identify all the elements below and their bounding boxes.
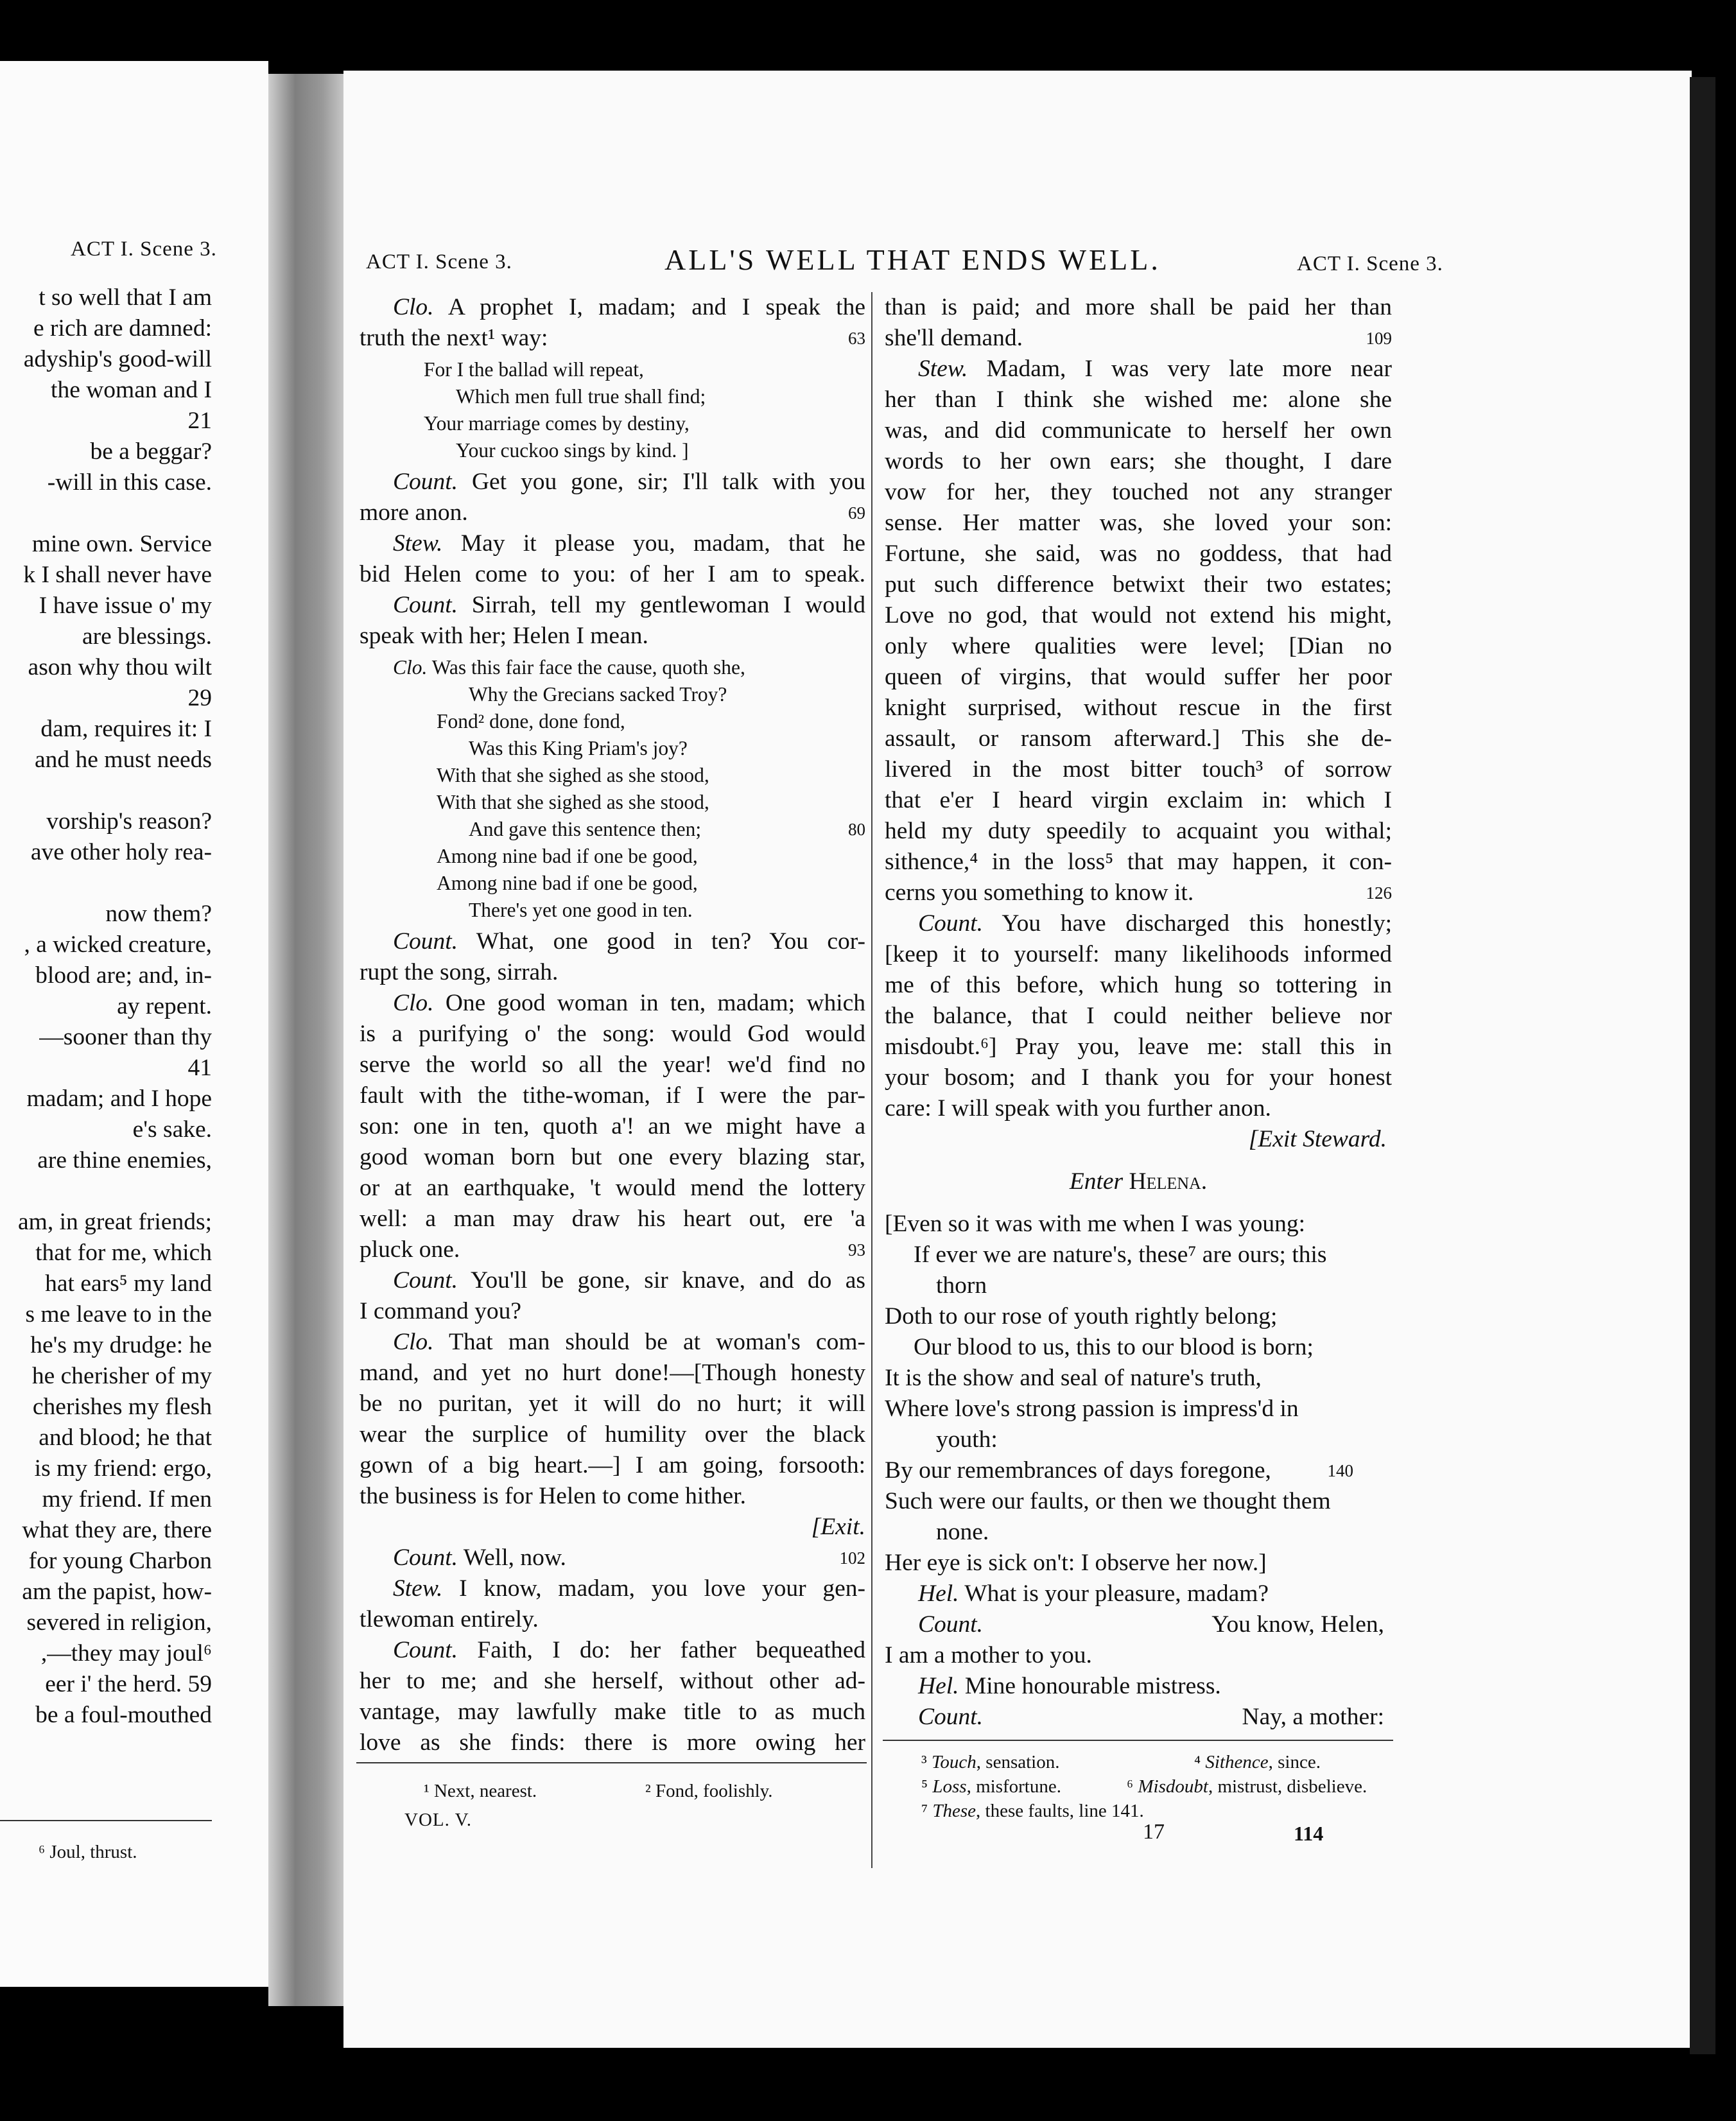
speech-line: [360, 1543, 865, 1573]
speaker: Count.: [918, 1704, 984, 1730]
line-text: cerns you something to know it.: [885, 879, 1194, 906]
line-text: pluck one.: [360, 1236, 460, 1263]
left-page-line: vorship's reason?: [46, 808, 212, 835]
left-page-line: that for me, which: [35, 1240, 212, 1266]
footnote-definition: , since.: [1268, 1752, 1321, 1772]
speaker: Count.: [393, 469, 458, 495]
footnote-term: Misdoubt: [1138, 1776, 1208, 1797]
stage-direction-enter: [885, 1166, 1392, 1197]
left-footnote-rule: [0, 1820, 212, 1821]
left-page-line: adyship's good-will: [23, 346, 212, 372]
left-footnote: ⁶ Joul, thrust.: [39, 1842, 137, 1862]
footnote-number: ⁷: [921, 1801, 928, 1821]
book-page: [343, 71, 1692, 2048]
speaker: Stew.: [918, 356, 968, 382]
stage-direction: [Exit Steward.: [1248, 1126, 1387, 1152]
speech-line: tlewoman entirely.: [360, 1606, 539, 1632]
footnote-6: [1127, 1774, 1367, 1799]
page-edge-shadow: [1690, 77, 1715, 2054]
left-page-line: eer i' the herd. 59: [45, 1671, 212, 1697]
line-text: That man should be at woman's com-: [448, 1329, 865, 1355]
speech-line: [360, 498, 865, 528]
speaker: Hel.: [918, 1580, 959, 1607]
left-page-line: be a beggar?: [90, 438, 212, 465]
verse-line: Fond² done, done fond,: [437, 710, 625, 732]
line-text: Well, now.: [463, 1545, 566, 1571]
speech-line: gown of a big heart.—] I am going, forsooth:: [360, 1452, 865, 1478]
header-left: ACT I. Scene 3.: [366, 250, 512, 273]
left-page-line: ,—they may joul⁶: [40, 1640, 212, 1666]
footnote-2: ² Fond, foolishly.: [645, 1781, 773, 1801]
verse-line: youth:: [936, 1426, 998, 1453]
column-right: [885, 292, 1392, 1733]
song-verse: [360, 654, 865, 924]
left-page-line: are blessings.: [82, 623, 212, 650]
speech-line: fault with the tithe-woman, if I were the par-: [360, 1082, 865, 1109]
line-text: What, one good in ten? You cor-: [476, 928, 865, 955]
left-page-line: mine own. Service: [31, 531, 212, 557]
verse-line: Was this King Priam's joy?: [469, 737, 688, 759]
speaker: Count.: [393, 1267, 458, 1294]
speech-line: me of this before, which hung so tottering in: [885, 972, 1392, 998]
left-page-line: for young Charbon: [28, 1548, 212, 1574]
speech-line: than is paid; and more shall be paid her than: [885, 294, 1392, 320]
line-number: 63: [848, 329, 865, 348]
page-number: 114: [1294, 1822, 1324, 1845]
left-page-line: [0, 775, 212, 806]
speech-line: sithence,⁴ in the loss⁵ that may happen, it con-: [885, 849, 1392, 875]
speech-line: [360, 590, 865, 621]
verse-line: If ever we are nature's, these⁷ are ours; this: [914, 1242, 1327, 1268]
left-page-line: am the papist, how-: [22, 1579, 212, 1605]
left-page-line: e's sake.: [132, 1116, 212, 1143]
speech-line: speak with her; Helen I mean.: [360, 623, 648, 649]
footnote-definition: , sensation.: [976, 1752, 1060, 1772]
line-number: 140: [1327, 1461, 1353, 1480]
speech-line: [keep it to yourself: many likelihoods informed: [885, 941, 1392, 967]
line-text: Nay, a mother:: [1242, 1704, 1384, 1730]
left-page-line: the woman and I: [51, 377, 212, 403]
speech-line: I command you?: [360, 1298, 522, 1324]
verse-line: [885, 1455, 1392, 1486]
left-page-line: I have issue o' my: [39, 593, 212, 619]
left-page-line: hat ears⁵ my land: [45, 1270, 212, 1297]
speech-line: livered in the most bitter touch³ of sorrow: [885, 756, 1392, 783]
footnote-number: ³: [921, 1752, 927, 1772]
verse-line: [Even so it was with me when I was young:: [885, 1211, 1306, 1237]
header-right: ACT I. Scene 3.: [1297, 252, 1443, 275]
left-page-line: 29: [187, 685, 212, 711]
speech-line: [360, 1573, 865, 1604]
speech-line: wear the surplice of humility over the black: [360, 1421, 865, 1448]
character-name: Helena.: [1129, 1168, 1208, 1195]
line-number: 126: [1366, 883, 1392, 903]
line-text: You know, Helen,: [1211, 1611, 1384, 1638]
verse-line: Our blood to us, this to our blood is born;: [914, 1334, 1314, 1360]
verse-line: Your marriage comes by destiny,: [424, 412, 690, 435]
speech-line: vow for her, they touched not any stranger: [885, 479, 1392, 505]
speech-line: son: one in ten, quoth a'! an we might have a: [360, 1113, 865, 1139]
left-page-line: s me leave to in the: [25, 1301, 212, 1328]
speech-line: good woman born but one every blazing star,: [360, 1144, 865, 1170]
footnote-3: [921, 1749, 1059, 1775]
left-page-line: severed in religion,: [26, 1609, 212, 1636]
line-text: Was this fair face the cause, quoth she,: [431, 656, 745, 679]
speech-line: your bosom; and I thank you for your honest: [885, 1064, 1392, 1091]
speech-line: [885, 354, 1392, 385]
speech-line: her to me; and she herself, without other ad-: [360, 1668, 865, 1694]
speech-line: be no puritan, yet it will do no hurt; it will: [360, 1390, 865, 1417]
left-page-header: ACT I. Scene 3.: [71, 238, 217, 261]
speaker: Count.: [918, 910, 984, 937]
line-text: she'll demand.: [885, 325, 1023, 351]
footnote-7: [921, 1798, 1144, 1824]
speaker: Stew.: [393, 1575, 443, 1602]
verse-line: thorn: [936, 1272, 987, 1299]
line-number: 69: [848, 503, 865, 523]
signature-mark: 17: [1143, 1820, 1165, 1844]
stage-direction: [Exit.: [811, 1514, 865, 1540]
line-text: By our remembrances of days foregone,: [885, 1457, 1271, 1484]
left-page-line: , a wicked creature,: [24, 931, 212, 958]
speech-line: held my duty speedily to acquaint you withal;: [885, 818, 1392, 844]
speech-line: [360, 1265, 865, 1296]
verse-line: Doth to our rose of youth rightly belong;: [885, 1303, 1278, 1329]
left-page-line: 41: [187, 1055, 212, 1081]
speech-line: queen of virgins, that would suffer her poor: [885, 664, 1392, 690]
left-page-line: -will in this case.: [47, 469, 212, 496]
speech-line: Fortune, she said, was no goddess, that had: [885, 541, 1392, 567]
speech-line: assault, or ransom afterward.] This she de-: [885, 725, 1392, 752]
footnote-term: Loss: [932, 1776, 967, 1797]
left-page-line: [0, 498, 212, 529]
left-page-line: dam, requires it: I: [40, 716, 212, 742]
verse-line: [360, 654, 865, 681]
verse-line: Such were our faults, or then we thought them: [885, 1488, 1331, 1514]
page-title: ALL'S WELL THAT ENDS WELL.: [664, 243, 1161, 276]
left-page-line: ason why thou wilt: [28, 654, 212, 680]
left-page-line: is my friend: ergo,: [34, 1455, 212, 1482]
speech-line: the balance, that I could neither believe nor: [885, 1003, 1392, 1029]
speaker: Count.: [918, 1611, 984, 1638]
speech-line: [360, 467, 865, 498]
speech-line: [885, 1702, 1392, 1733]
speech-line: [885, 1579, 1392, 1609]
left-page-line: my friend. If men: [42, 1486, 212, 1512]
verse-line: none.: [936, 1519, 989, 1545]
speech-line: words to her own ears; she thought, I dare: [885, 448, 1392, 474]
left-page-line: ay repent.: [117, 993, 212, 1019]
left-page-line: am, in great friends;: [18, 1209, 212, 1235]
footnote-term: These: [932, 1801, 976, 1821]
previous-page: [0, 61, 268, 1987]
verse-line: Your cuckoo sings by kind. ]: [456, 439, 689, 462]
left-page-line: ave other holy rea-: [30, 839, 212, 865]
speaker: Clo.: [393, 294, 434, 320]
left-page-line: are thine enemies,: [37, 1147, 212, 1173]
line-text: May it please you, madam, that he: [460, 530, 865, 557]
speech-line: rupt the song, sirrah.: [360, 959, 559, 985]
speaker: Count.: [393, 592, 458, 618]
speech-line: sense. Her matter was, she loved your son:: [885, 510, 1392, 536]
speech-line: I am a mother to you.: [885, 1642, 1092, 1668]
speech-line: [360, 1635, 865, 1666]
line-number: 80: [848, 820, 865, 839]
speech-line: bid Helen come to you: of her I am to speak.: [360, 561, 865, 587]
speech-line: [360, 1234, 865, 1265]
footnote-number: ⁵: [921, 1776, 928, 1797]
line-text: What is your pleasure, madam?: [964, 1580, 1269, 1607]
footnote-rule-right: [883, 1740, 1393, 1741]
left-page-line: [0, 868, 212, 899]
verse-line: [360, 816, 865, 843]
speech-line: serve the world so all the year! we'd find no: [360, 1052, 865, 1078]
footnote-1: ¹ Next, nearest.: [424, 1781, 537, 1801]
line-text: Madam, I was very late more near: [986, 356, 1392, 382]
speech-line: [885, 908, 1392, 939]
line-number: 102: [839, 1548, 865, 1568]
speech-line: love as she finds: there is more owing her: [360, 1729, 865, 1756]
speech-line: [885, 1671, 1392, 1702]
left-page-line: and blood; he that: [39, 1424, 212, 1451]
line-text: A prophet I, madam; and I speak the: [447, 294, 865, 320]
speaker: Count.: [393, 1637, 458, 1663]
speaker: Clo.: [393, 656, 428, 679]
speech-line: was, and did communicate to herself her own: [885, 417, 1392, 444]
left-page-line: 21: [187, 408, 212, 434]
speech-line: knight surprised, without rescue in the first: [885, 695, 1392, 721]
speech-line: mand, and yet no hurt done!—[Though honesty: [360, 1360, 865, 1386]
footnote-definition: , misfortune.: [966, 1776, 1061, 1797]
speaker: Stew.: [393, 530, 443, 557]
column-divider: [871, 292, 872, 1868]
footnote-number: ⁶: [1127, 1776, 1134, 1797]
verse-line: Among nine bad if one be good,: [437, 845, 698, 867]
speech-line: vantage, may lawfully make title to as much: [360, 1699, 865, 1725]
left-page-text: [0, 282, 212, 1731]
left-page-line: he's my drudge: he: [30, 1332, 212, 1358]
verse-line: It is the show and seal of nature's truth,: [885, 1365, 1262, 1391]
speech-line: [885, 1609, 1392, 1640]
speech-line: her than I think she wished me: alone she: [885, 386, 1392, 413]
line-text: Mine honourable mistress.: [964, 1673, 1221, 1699]
left-page-line: blood are; and, in-: [35, 962, 212, 989]
line-text: Get you gone, sir; I'll talk with you: [471, 469, 865, 495]
footnote-5: [921, 1774, 1061, 1799]
verse-line: Where love's strong passion is impress'd in: [885, 1396, 1299, 1422]
speech-line: put such difference betwixt their two estates;: [885, 571, 1392, 598]
speech-line: only where qualities were level; [Dian no: [885, 633, 1392, 659]
line-text: I know, madam, you love your gen-: [459, 1575, 865, 1602]
speech-line: misdoubt.⁶] Pray you, leave me: stall this in: [885, 1034, 1392, 1060]
speaker: Count.: [393, 928, 458, 955]
speaker: Clo.: [393, 990, 434, 1016]
speech-line: [360, 988, 865, 1019]
speech-line: [360, 292, 865, 323]
line-text: more anon.: [360, 499, 468, 526]
verse-line: With that she sighed as she stood,: [437, 791, 709, 813]
verse-line: Why the Grecians sacked Troy?: [469, 683, 727, 706]
verse-line: Among nine bad if one be good,: [437, 872, 698, 894]
column-left: [360, 292, 865, 1758]
verse-line: Which men full true shall find;: [456, 385, 706, 408]
left-page-line: —sooner than thy: [39, 1024, 212, 1050]
left-page-line: cherishes my flesh: [32, 1394, 212, 1420]
left-page-line: and he must needs: [35, 747, 212, 773]
speech-line: [360, 926, 865, 957]
speech-line: that e'er I heard virgin exclaim in: which I: [885, 787, 1392, 813]
speech-line: [360, 1327, 865, 1358]
speech-line: is a purifying o' the song: would God would: [360, 1021, 865, 1047]
footnote-rule-left: [356, 1762, 867, 1763]
footnote-term: Sithence: [1205, 1752, 1269, 1772]
left-page-line: be a foul-mouthed: [35, 1702, 212, 1728]
left-page-line: he cherisher of my: [31, 1363, 212, 1389]
line-text: Faith, I do: her father bequeathed: [477, 1637, 866, 1663]
line-text: You have discharged this honestly;: [1002, 910, 1392, 937]
left-page-line: t so well that I am: [39, 284, 212, 311]
speaker: Clo.: [393, 1329, 434, 1355]
footnote-4: [1194, 1749, 1321, 1775]
footnote-definition: , these faults, line 141.: [976, 1801, 1144, 1821]
left-page-line: [0, 1176, 212, 1207]
line-text: You'll be gone, sir knave, and do as: [471, 1267, 865, 1294]
speech-line: or at an earthquake, 't would mend the lottery: [360, 1175, 865, 1201]
footnote-definition: , mistrust, disbelieve.: [1208, 1776, 1367, 1797]
left-page-line: e rich are damned:: [33, 315, 212, 342]
line-text: One good woman in ten, madam; which: [445, 990, 866, 1016]
speech-line: Love no god, that would not extend his might,: [885, 602, 1392, 628]
verse-line: With that she sighed as she stood,: [437, 764, 709, 786]
speech-line: [360, 323, 865, 354]
line-text: truth the next¹ way:: [360, 325, 548, 351]
speaker: Hel.: [918, 1673, 959, 1699]
speech-line: [885, 878, 1392, 908]
speech-line: well: a man may draw his heart out, ere 'a: [360, 1206, 865, 1232]
line-text: And gave this sentence then;: [469, 818, 702, 840]
verse-line: Her eye is sick on't: I observe her now.]: [885, 1550, 1267, 1576]
speech-line: the business is for Helen to come hither.: [360, 1483, 746, 1509]
left-page-line: what they are, there: [22, 1517, 212, 1543]
line-number: 109: [1366, 329, 1392, 348]
footnote-number: ⁴: [1194, 1752, 1201, 1772]
verse-line: There's yet one good in ten.: [469, 899, 693, 921]
left-page-line: madam; and I hope: [26, 1086, 212, 1112]
speech-line: care: I will speak with you further anon.: [885, 1095, 1271, 1121]
left-page-line: now them?: [105, 901, 212, 927]
enter-word: Enter: [1069, 1168, 1124, 1195]
footnote-term: Touch: [931, 1752, 976, 1772]
verse-line: For I the ballad will repeat,: [424, 358, 644, 381]
speech-line: [360, 528, 865, 559]
line-text: Sirrah, tell my gentlewoman I would: [471, 592, 865, 618]
speech-line: [885, 323, 1392, 354]
ballad-verse: [360, 356, 865, 464]
speaker: Count.: [393, 1545, 458, 1571]
line-number: 93: [848, 1240, 865, 1260]
volume-signature: VOL. V.: [404, 1810, 473, 1830]
left-page-line: k I shall never have: [23, 562, 212, 588]
